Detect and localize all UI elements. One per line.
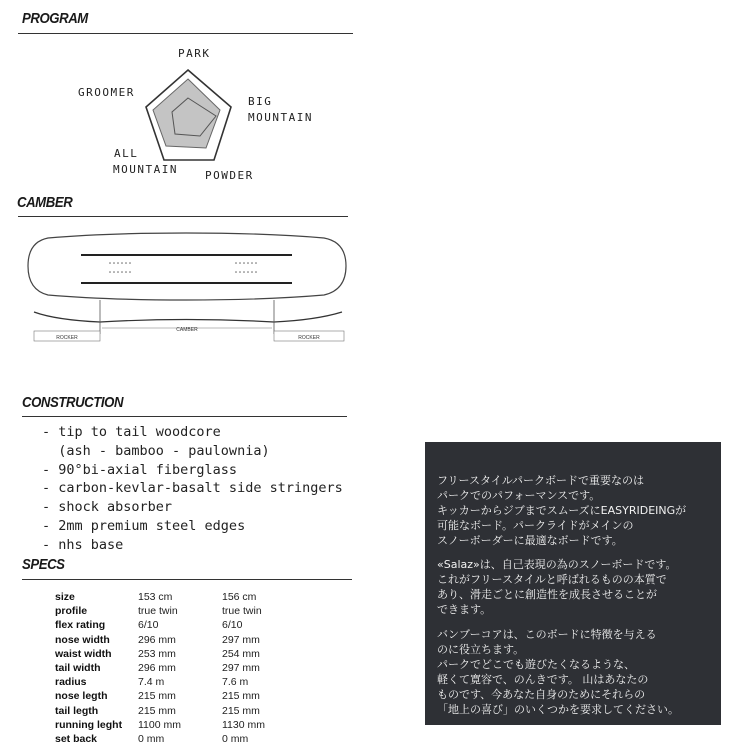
spec-value-156: 215 mm [222, 690, 260, 703]
radar-label-powder: POWDER [205, 169, 254, 182]
spec-value-156: 1130 mm [222, 718, 265, 731]
radar-label-park: PARK [178, 47, 211, 60]
spec-value-153: true twin [138, 605, 178, 618]
camber-diagram [26, 230, 352, 345]
spec-label: tail width [55, 662, 101, 675]
description-line: 軽くて寛容で、のんきです。 山はあなたの [437, 673, 649, 686]
specs-row [55, 675, 265, 689]
description-line: ものです、今あなた自身のためにそれらの [437, 688, 646, 701]
specs-row [55, 618, 265, 632]
description-line: 可能なボード。パークライドがメインの [437, 519, 634, 532]
specs-table [55, 590, 265, 746]
construction-divider [22, 416, 347, 417]
specs-row [55, 704, 265, 718]
construction-item: - tip to tail woodcore [42, 424, 221, 440]
spec-value-153: 1100 mm [138, 718, 181, 731]
spec-label: tail legth [55, 704, 99, 717]
description-line: のに役立ちます。 [437, 643, 525, 656]
construction-item: - carbon-kevlar-basalt side stringers [42, 480, 343, 497]
description-line: あり、滑走ごとに創造性を成長させることが [437, 588, 657, 601]
specs-row [55, 633, 265, 647]
spec-value-153: 296 mm [138, 662, 176, 675]
description-line: フリースタイルパークボードで重要なのは [437, 474, 645, 487]
spec-value-153: 153 cm [138, 591, 173, 603]
rocker-left-label: ROCKER [56, 335, 78, 341]
program-heading: PROGRAM [22, 10, 88, 27]
description-line: 「地上の喜び」のいくつかを要求してください。 [437, 703, 679, 716]
spec-label: profile [55, 605, 88, 618]
description-line: バンブーコアは、このボードに特徴を与える [437, 628, 657, 641]
spec-value-156: 297 mm [222, 662, 260, 675]
specs-row [55, 604, 265, 618]
spec-value-153: 215 mm [138, 704, 176, 717]
spec-label: nose legth [55, 690, 108, 703]
spec-label: nose width [55, 633, 110, 646]
specs-heading: SPECS [22, 556, 65, 573]
rocker-right-label: ROCKER [298, 335, 320, 341]
spec-label: flex rating [55, 619, 106, 632]
specs-row [55, 718, 265, 732]
camber-label: CAMBER [176, 327, 198, 333]
camber-heading: CAMBER [17, 194, 73, 211]
spec-label: size [55, 591, 75, 603]
specs-divider [22, 579, 352, 580]
description-line: できます。 [437, 603, 492, 616]
spec-value-156: true twin [222, 605, 262, 618]
spec-value-153: 7.4 m [138, 676, 165, 689]
spec-value-153: 0 mm [138, 733, 165, 746]
construction-item: - shock absorber [42, 499, 173, 516]
spec-label: radius [55, 676, 87, 689]
spec-value-153: 215 mm [138, 690, 176, 703]
description-panel [425, 442, 721, 725]
radar-label-big-mountain: MOUNTAIN [248, 111, 313, 124]
spec-value-153: 253 mm [138, 647, 176, 660]
description-line: これがフリースタイルと呼ばれるものの本質で [437, 573, 667, 586]
spec-value-156: 6/10 [222, 619, 243, 632]
description-line: スノーボーダーに最適なボードです。 [437, 534, 623, 547]
radar-label-big: BIG [248, 95, 273, 108]
program-radar-chart [140, 66, 240, 166]
specs-row [55, 732, 265, 746]
spec-label: running leght [55, 718, 123, 731]
spec-value-156: 254 mm [222, 647, 260, 660]
spec-label: set back [55, 733, 98, 746]
specs-row [55, 647, 265, 661]
spec-value-156: 0 mm [222, 733, 249, 746]
spec-label: waist width [55, 647, 112, 660]
board-side-profile [34, 312, 342, 322]
description-line: キッカーからジブまでスムーズにEASYRIDEINGが [437, 504, 687, 517]
construction-list [42, 423, 343, 555]
description-line: パークでどこでも遊びたくなるような、 [437, 658, 635, 671]
camber-divider [18, 216, 348, 217]
program-divider [18, 33, 353, 34]
radar-label-all-mountain: MOUNTAIN [113, 163, 178, 176]
spec-value-156: 215 mm [222, 704, 260, 717]
spec-value-153: 296 mm [138, 633, 176, 646]
construction-item: - 2mm premium steel edges [42, 517, 246, 534]
construction-heading: CONSTRUCTION [22, 394, 124, 411]
specs-row [55, 689, 265, 703]
construction-item: - nhs base [42, 536, 124, 553]
radar-label-groomer: GROOMER [78, 86, 135, 99]
spec-value-156: 7.6 m [222, 676, 249, 689]
specs-row [55, 590, 265, 604]
construction-item: (ash - bamboo - paulownia) [42, 442, 270, 459]
specs-row [55, 661, 265, 675]
spec-value-156: 156 cm [222, 591, 257, 603]
description-line: パークでのパフォーマンスです。 [437, 489, 601, 502]
spec-value-153: 6/10 [138, 619, 159, 632]
description-line: «Salaz»は、自己表現の為のスノーボードです。 [437, 558, 677, 571]
spec-value-156: 297 mm [222, 633, 260, 646]
board-top-outline [28, 233, 346, 300]
construction-item: - 90°bi-axial fiberglass [42, 461, 238, 478]
radar-label-all: ALL [114, 147, 139, 160]
